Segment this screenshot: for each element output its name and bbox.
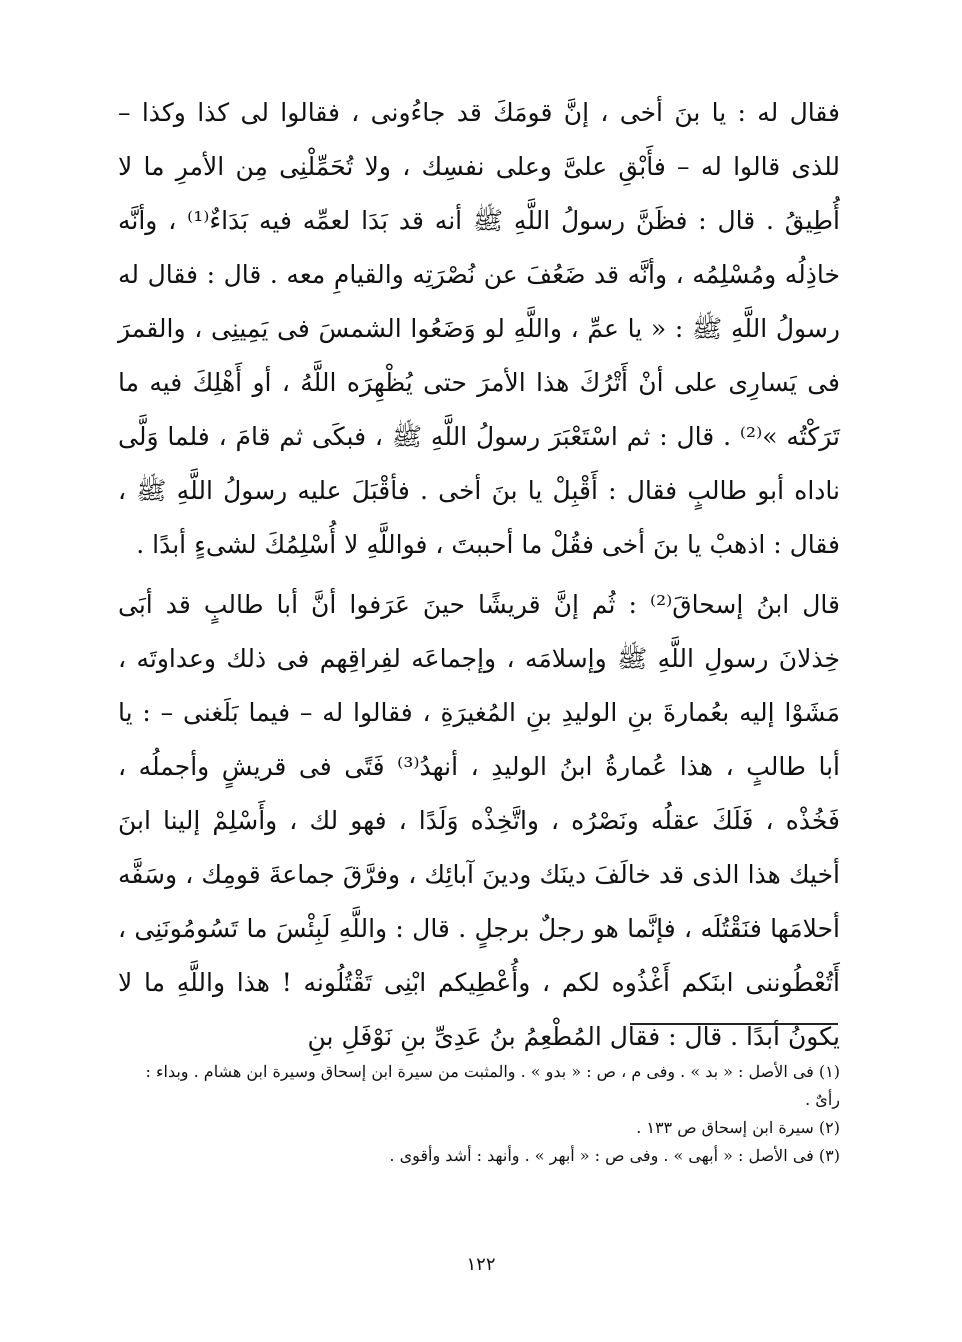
footnotes [118,1058,840,1170]
footnote-3: (٣) فى الأصل : « أبهى » . وفى ص : « أبهر » . وأنهد : أشد وأقوى . [389,1146,840,1165]
paragraph-1: فقال له : يا بنَ أخى ، إنَّ قومَكَ قد جاءُونى ، فقالوا لى كذا وكذا – للذى قالوا له – فأَبْقِ علىَّ وعلى نفسِك ، ولا تُحَمِّلْنِى مِن الأمرِ ما لا أُطِيقُ . قال : فظَنَّ رسولُ اللَّهِ ﷺ أنه قد بَدَا لعمِّه فيه بَدَاءٌ⁽¹⁾ ، وأنَّه خاذِلُه ومُسْلِمُه ، وأنَّه قد ضَعُفَ عن نُصْرَتِه والقيامِ معه . قال : فقال له رسولُ اللَّهِ ﷺ : « يا عمِّ ، واللَّهِ لو وَضَعُوا الشمسَ فى يَمِينِى ، والقمرَ فى يَسارِى على أنْ أَتْرُكَ هذا الأمرَ حتى يُظْهِرَه اللَّهُ ، أو أَهْلِكَ فيه ما تَرَكْتُه »⁽²⁾ . قال : ثم اسْتَعْبَرَ رسولُ اللَّهِ ﷺ ، فبكَى ثم قامَ ، فلما وَلَّى ناداه أبو طالبٍ فقال : أَقْبِلْ يا بنَ أخى . فأقْبَلَ عليه رسولُ اللَّهِ ﷺ ، فقال : اذهبْ يا بنَ أخى فقُلْ ما أحببتَ ، فواللَّهِ لا أُسْلِمُكَ لشىءٍ أبدًا . [118,98,840,559]
footnote-2: (٢) سيرة ابن إسحاق ص ١٣٣ . [636,1118,840,1137]
paragraph-2: قال ابنُ إسحاقَ⁽²⁾ : ثُم إنَّ قريشًا حينَ عَرَفوا أنَّ أبا طالبٍ قد أبَى خِذلانَ رسولِ اللَّهِ ﷺ وإسلامَه ، وإجماعَه لفِراقِهم فى ذلك وعداوتَه ، مَشَوْا إليه بعُمارةَ بنِ الوليدِ بنِ المُغيرَةِ ، فقالوا له – فيما بَلَغنى – : يا أبا طالبٍ ، هذا عُمارةُ ابنُ الوليدِ ، أنهدُ⁽³⁾ فَتًى فى قريشٍ وأجملُه ، فَخُذْه ، فَلَكَ عقلُه ونَصْرُه ، واتَّخِذْه وَلَدًا ، فهو لك ، وأَسْلِمْ إلينا ابنَ أخيك هذا الذى قد خالَفَ دينَك ودينَ آبائِك ، وفرَّقَ جماعةَ قومِك ، وسَفَّه أحلامَها فنَقْتُلَه ، فإنَّما هو رجلٌ برجلٍ . قال : واللَّهِ لَبِئْسَ ما تَسُومُونَنِى ، أَتُعْطُوننى ابنَكم أَغْذُوه لكم ، وأُعْطِيكم ابْنِى تَقْتُلُونه ! هذا واللَّهِ ما لا يكونُ أبدًا . قال : فقال المُطْعِمُ بنُ عَدِىِّ بنِ نَوْفَلِ بنِ [118,590,840,1051]
page-number: ١٢٢ [466,1254,496,1275]
footnote-1: (١) فى الأصل : « بد » . وفى م ، ص : « بدو » . والمثبت من سيرة ابن إسحاق وسيرة ابن هشام . وبداء : رأىٌ . [145,1062,840,1109]
footnote-separator [630,1023,838,1025]
